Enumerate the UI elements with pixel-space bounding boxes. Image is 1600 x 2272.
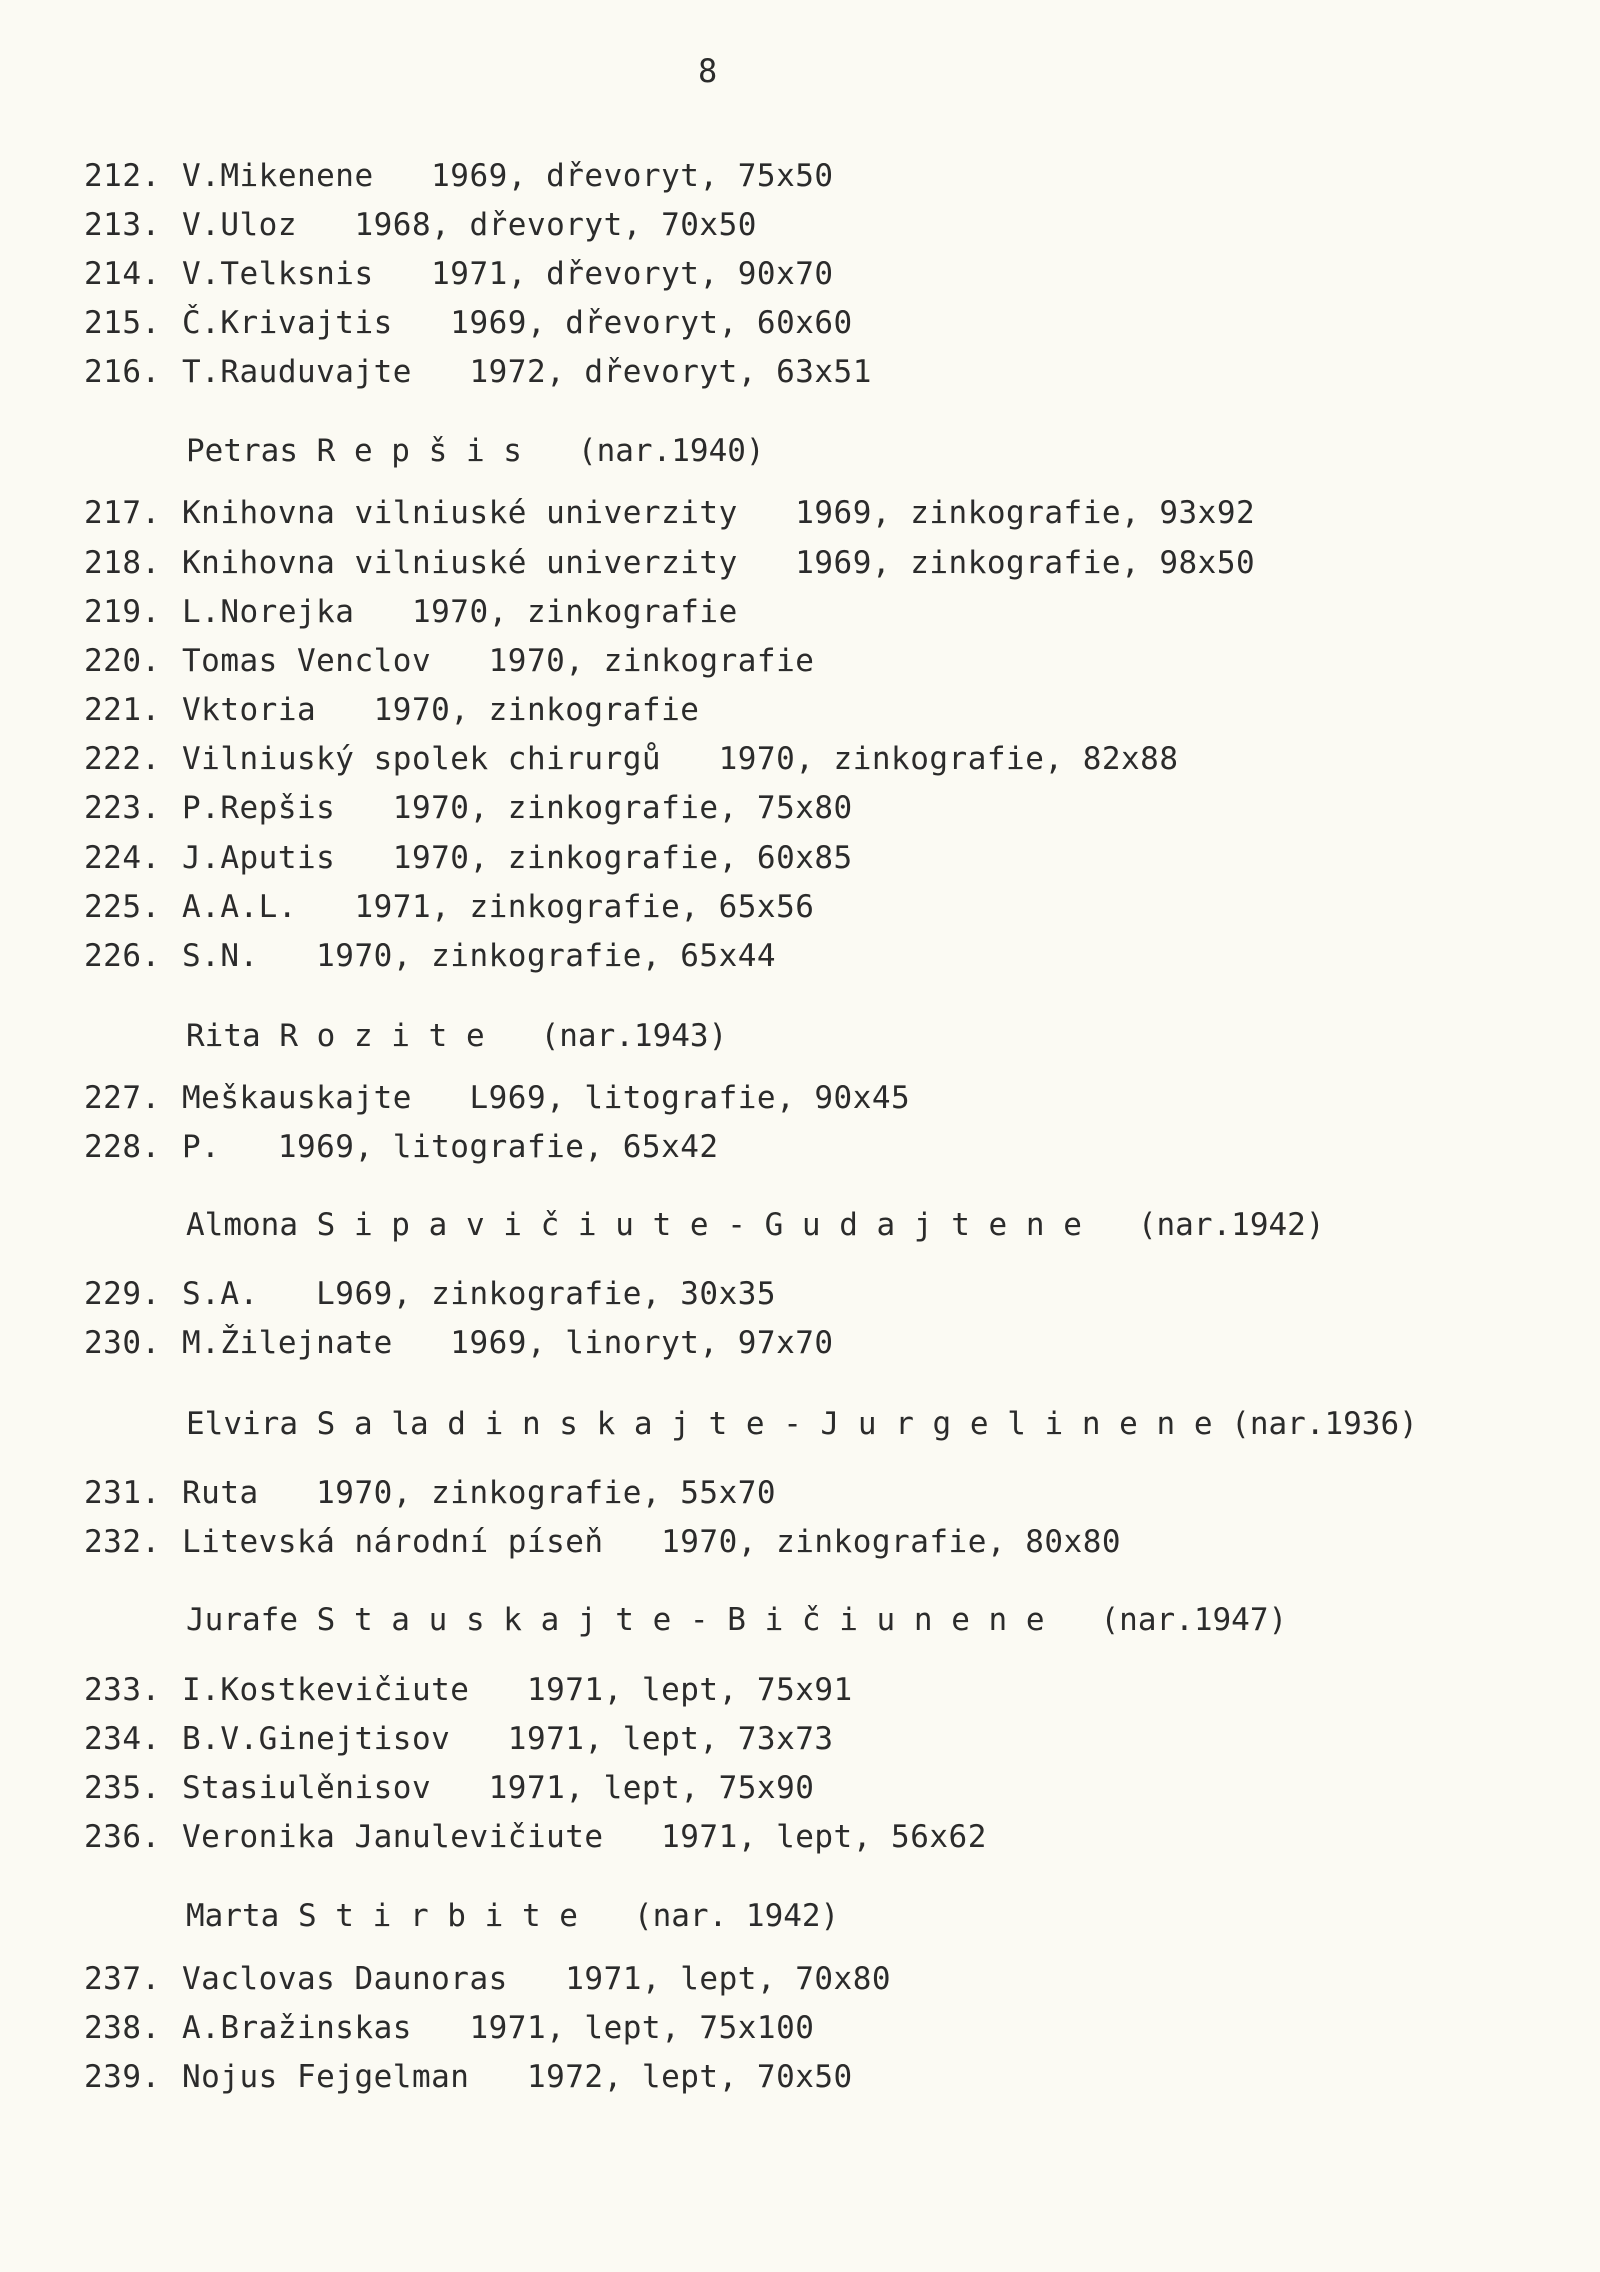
entry-text: L.Norejka 1970, zinkografie — [182, 594, 738, 630]
entry-number: 234. — [84, 1721, 161, 1757]
entry-number: 223. — [84, 790, 161, 826]
entry-number: 222. — [84, 741, 161, 777]
entry-number: 215. — [84, 305, 161, 341]
entry-number: 231. — [84, 1475, 161, 1511]
entry-text: B.V.Ginejtisov 1971, lept, 73x73 — [182, 1721, 834, 1757]
entry-number: 225. — [84, 889, 161, 925]
entry-text: Knihovna vilniuské univerzity 1969, zinkografie, 98x50 — [182, 545, 1256, 581]
artist-heading: Petras R e p š i s (nar.1940) — [186, 433, 765, 469]
entry-text: I.Kostkevičiute 1971, lept, 75x91 — [182, 1672, 853, 1708]
entry-text: Vaclovas Daunoras 1971, lept, 70x80 — [182, 1961, 892, 1997]
entry-text: Meškauskajte L969, litografie, 90x45 — [182, 1080, 911, 1116]
artist-heading: Rita R o z i t e (nar.1943) — [186, 1018, 728, 1054]
entry-number: 216. — [84, 354, 161, 390]
entry-text: Vilniuský spolek chirurgů 1970, zinkografie, 82x88 — [182, 741, 1179, 777]
entry-number: 214. — [84, 256, 161, 292]
entry-text: A.A.L. 1971, zinkografie, 65x56 — [182, 889, 815, 925]
entry-number: 218. — [84, 545, 161, 581]
entry-number: 228. — [84, 1129, 161, 1165]
entry-text: Ruta 1970, zinkografie, 55x70 — [182, 1475, 777, 1511]
entry-number: 219. — [84, 594, 161, 630]
entry-number: 220. — [84, 643, 161, 679]
entry-text: A.Bražinskas 1971, lept, 75x100 — [182, 2010, 815, 2046]
entry-number: 237. — [84, 1961, 161, 1997]
entry-number: 227. — [84, 1080, 161, 1116]
entry-number: 212. — [84, 158, 161, 194]
page-number: 8 — [698, 52, 718, 90]
entry-number: 217. — [84, 495, 161, 531]
entry-text: Knihovna vilniuské univerzity 1969, zinkografie, 93x92 — [182, 495, 1256, 531]
entry-number: 233. — [84, 1672, 161, 1708]
entry-number: 229. — [84, 1276, 161, 1312]
artist-heading: Elvira S a la d i n s k a j t e - J u r g e l i n e n e (nar.1936) — [186, 1406, 1418, 1442]
entry-text: Tomas Venclov 1970, zinkografie — [182, 643, 815, 679]
entry-number: 232. — [84, 1524, 161, 1560]
entry-number: 238. — [84, 2010, 161, 2046]
entry-number: 224. — [84, 840, 161, 876]
artist-heading: Jurafe S t a u s k a j t e - B i č i u n e n e (nar.1947) — [186, 1602, 1288, 1638]
entry-text: P.Repšis 1970, zinkografie, 75x80 — [182, 790, 853, 826]
entry-text: P. 1969, litografie, 65x42 — [182, 1129, 719, 1165]
entry-text: Nojus Fejgelman 1972, lept, 70x50 — [182, 2059, 853, 2095]
entry-number: 235. — [84, 1770, 161, 1806]
entry-text: V.Uloz 1968, dřevoryt, 70x50 — [182, 207, 757, 243]
entry-text: V.Mikenene 1969, dřevoryt, 75x50 — [182, 158, 834, 194]
artist-heading: Almona S i p a v i č i u t e - G u d a j t e n e (nar.1942) — [186, 1207, 1325, 1243]
artist-heading: Marta S t i r b i t e (nar. 1942) — [186, 1898, 840, 1934]
entry-number: 239. — [84, 2059, 161, 2095]
entry-text: Litevská národní píseň 1970, zinkografie, 80x80 — [182, 1524, 1122, 1560]
entry-number: 236. — [84, 1819, 161, 1855]
entry-text: V.Telksnis 1971, dřevoryt, 90x70 — [182, 256, 834, 292]
entry-text: M.Žilejnate 1969, linoryt, 97x70 — [182, 1325, 834, 1361]
entry-number: 221. — [84, 692, 161, 728]
entry-text: Stasiulěnisov 1971, lept, 75x90 — [182, 1770, 815, 1806]
entry-text: J.Aputis 1970, zinkografie, 60x85 — [182, 840, 853, 876]
entry-text: Veronika Janulevičiute 1971, lept, 56x62 — [182, 1819, 987, 1855]
entry-number: 230. — [84, 1325, 161, 1361]
entry-text: S.A. L969, zinkografie, 30x35 — [182, 1276, 777, 1312]
entry-number: 213. — [84, 207, 161, 243]
entry-text: S.N. 1970, zinkografie, 65x44 — [182, 938, 777, 974]
entry-text: Č.Krivajtis 1969, dřevoryt, 60x60 — [182, 305, 853, 341]
entry-text: Vktoria 1970, zinkografie — [182, 692, 700, 728]
entry-number: 226. — [84, 938, 161, 974]
entry-text: T.Rauduvajte 1972, dřevoryt, 63x51 — [182, 354, 872, 390]
